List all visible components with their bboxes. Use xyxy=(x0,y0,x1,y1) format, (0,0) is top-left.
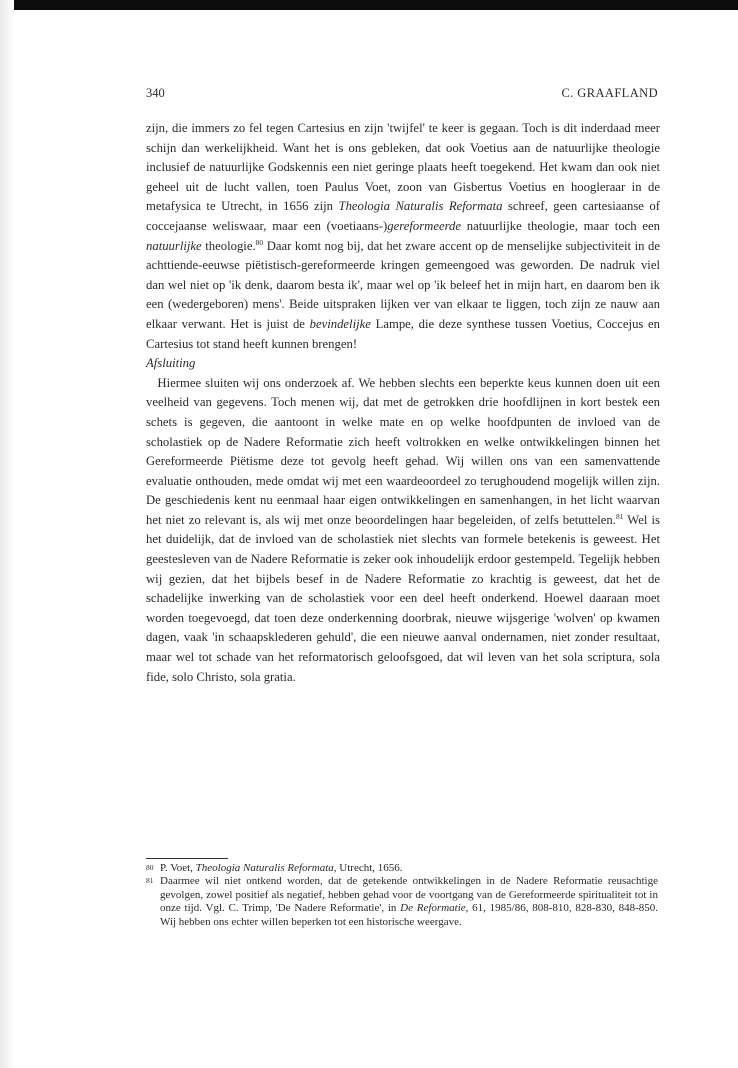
running-author: C. GRAAFLAND xyxy=(561,86,658,100)
text-run: Daar komt nog bij, dat het zware accent op de menselijke subjectiviteit in de achttiende-eeuwse piëtistisch-gereformeerde kringen gemeengoed was geworden. De nadruk viel dan wel niet op 'ik denk, daarom besta ik', maar wel op 'ik beleef het in mijn hart, en daarom ben ik een (wedergeboren) mens'. Beide uitspraken lijken ver van elkaar te liggen, toch zijn ze nauw aan elkaar verwant. Het is juist de xyxy=(146,238,660,331)
paragraph-conclusion xyxy=(146,374,660,688)
emphasis-italic: natuurlijke xyxy=(146,238,202,253)
running-header xyxy=(146,86,658,104)
book-title-italic: Theologia Naturalis Reformata xyxy=(338,199,503,214)
text-run: zijn, die immers zo fel tegen Cartesius en zijn 'twijfel' te keer is gegaan. Toch is dit inderdaad meer schijn dan werkelijkheid. Want het is ons gebleken, dat ook Voetius aan de natuurlijke theologie inclusief de natuurlijke Godskennis een niet geringe plaats heeft toegekend. Het kwam dan ook niet geheel uit de lucht vallen, toen Paulus Voet, zoon van Gisbertus Voetius en hoogleraar in de metafysica te Utrecht, in 1656 zijn xyxy=(146,121,660,214)
page-number: 340 xyxy=(146,86,165,100)
footnote-81 xyxy=(146,875,658,929)
section-heading: Afsluiting xyxy=(146,356,196,371)
emphasis-italic: gereformeerde xyxy=(387,218,462,233)
page-top-edge xyxy=(0,0,738,10)
text-run: , 61, 1985/86, 808-810, 828-830, 848-850. Wij hebben ons echter willen beperken tot een historische weergave. xyxy=(160,902,658,928)
paragraph-continuation xyxy=(146,119,660,354)
footnote-text xyxy=(160,875,658,929)
text-run: P. Voet, xyxy=(160,862,196,874)
footnote-number: 81 xyxy=(146,876,154,886)
text-run: natuurlijke theologie, maar toch een xyxy=(461,218,661,233)
text-run: schreef, geen cartesiaanse of coccejaanse weliswaar, maar een (voetiaans-) xyxy=(146,199,660,233)
text-run: Wel is het duidelijk, dat de invloed van de scholastiek niet slechts van formele betekenis is geweest. Het geestesleven van de Nadere Reformatie is zeker ook inhoudelijk erdoor gestempeld. Tegelijk hebben wij gezien, dat het bijbels besef in de Nadere Reformatie zo krachtig is geweest, dat het de schadelijke inwerking van de scholastiek voor een deel heeft onderkend. Hoewel daaraan moet worden toegevoegd, dat toen deze onderkenning doorbrak, nieuwe wijsgerige 'wolven' op kwamen dagen, vaak 'in schaapsklederen gehuld', die een nieuwe aanval ondernamen, niet zonder resultaat, maar wel tot schade van het reformatorisch geloofsgoed, dat wil leven van het sola scriptura, sola fide, solo Christo, sola gratia. xyxy=(146,512,660,684)
emphasis-italic: bevindelijke xyxy=(309,316,371,331)
footnote-ref-81: 81 xyxy=(615,511,624,521)
footnote-ref-80: 80 xyxy=(255,237,264,247)
footnotes xyxy=(146,862,658,929)
footnote-divider xyxy=(146,858,228,859)
footnote-80 xyxy=(146,862,658,875)
text-run: , Utrecht, 1656. xyxy=(333,862,403,874)
book-title-italic: Theologia Naturalis Reformata xyxy=(195,862,334,874)
page-left-shadow xyxy=(0,0,14,1068)
text-run: Lampe, die deze synthese tussen Voetius, Coccejus en Cartesius tot stand heeft kunnen brengen! xyxy=(146,316,660,351)
footnote-text xyxy=(160,862,658,875)
footnote-number: 80 xyxy=(146,863,154,872)
text-run: theologie. xyxy=(201,238,256,253)
journal-title-italic: De Reformatie xyxy=(400,902,466,915)
text-run: Hiermee sluiten wij ons onderzoek af. We hebben slechts een beperkte keus kunnen doen uit een veelheid van gegevens. Toch menen wij, dat met de getrokken drie hoofdlijnen in kort bestek een schets is gegeven, die aantoont in welke mate en op welke hoofdpunten de invloed van de scholastiek op de Nadere Reformatie zich heeft voltrokken en welke ontwikkelingen binnen het Gereformeerde Piëtisme deze tot gevolg heeft gehad. Wij willen ons van een samenvattende evaluatie onthouden, mede omdat wij met een waardeoordeel zo terughoudend mogelijk willen zijn. De geschiedenis kent nu eenmaal haar eigen ontwikkelingen en samenhangen, in het licht waarvan het niet zo relevant is, als wij met onze beoordelingen haar begeleiden, of zelfs betuttelen. xyxy=(146,375,660,527)
main-text xyxy=(146,119,660,687)
text-run: Daarmee wil niet ontkend worden, dat de getekende ontwikkelingen in de Nadere Reformatie reusachtige gevolgen, zowel positief als negatief, hebben gehad voor de voortgang van de Gereformeerde spiritualiteit tot in onze tijd. Vgl. C. Trimp, 'De Nadere Reformatie', in xyxy=(160,875,658,915)
